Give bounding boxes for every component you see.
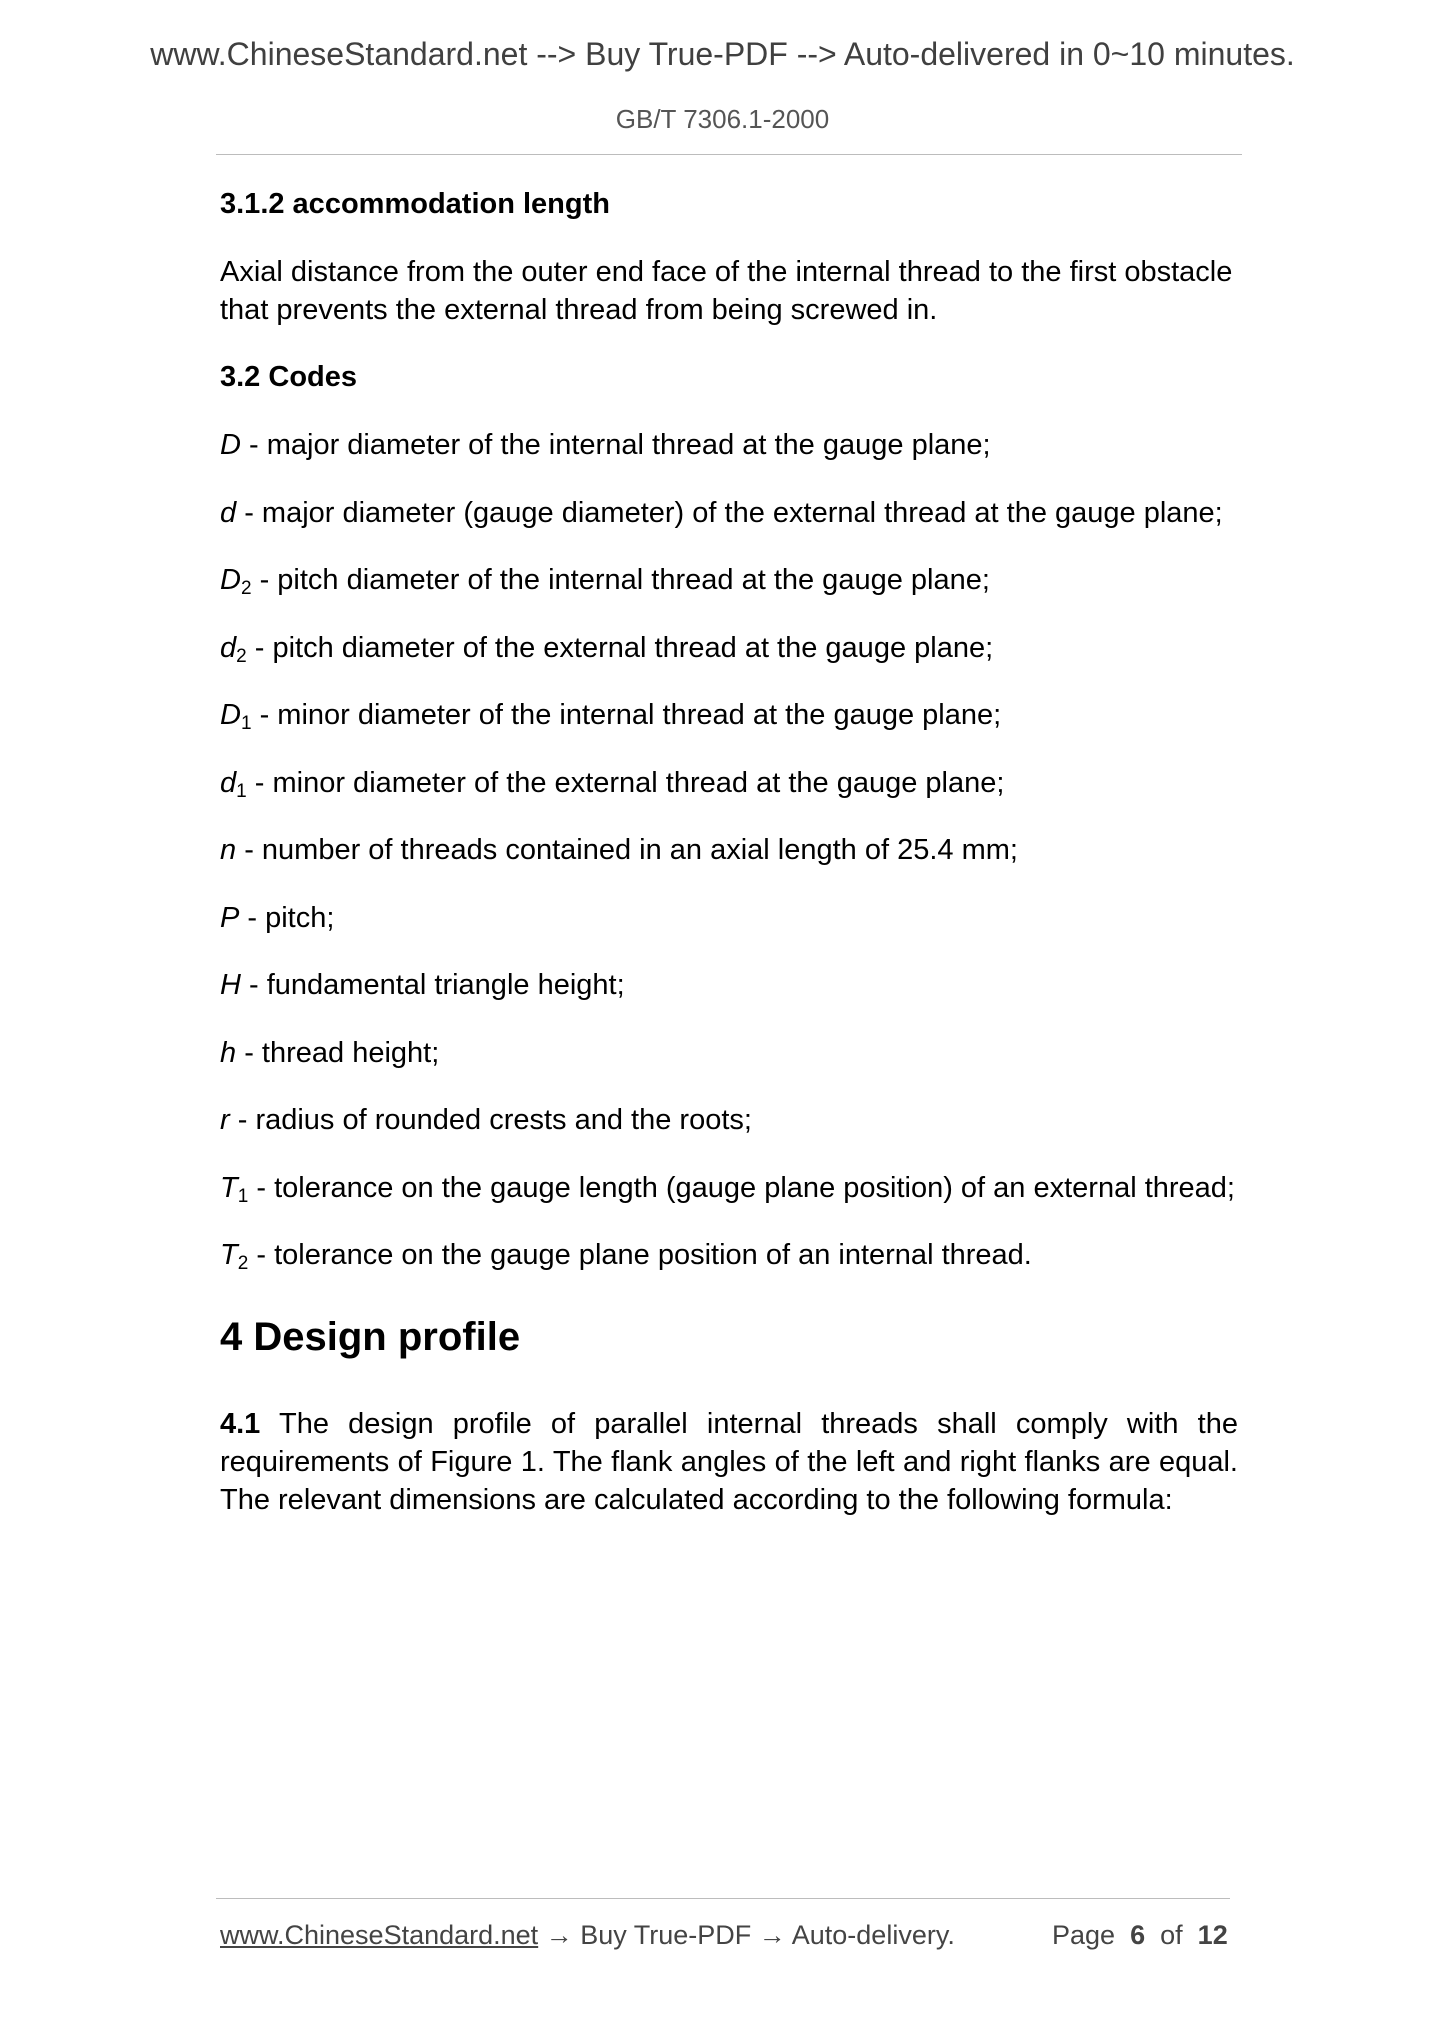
code-item bbox=[220, 902, 334, 935]
code-item bbox=[220, 1037, 439, 1070]
code-item bbox=[220, 699, 1001, 732]
code-description: - minor diameter of the internal thread at the gauge plane; bbox=[251, 699, 1002, 731]
footer-link[interactable]: www.ChineseStandard.net bbox=[220, 1920, 539, 1950]
code-description: - major diameter (gauge diameter) of the external thread at the gauge plane; bbox=[236, 497, 1223, 529]
code-symbol: P bbox=[220, 902, 240, 934]
footer-divider bbox=[216, 1898, 1230, 1899]
code-item bbox=[220, 767, 1004, 800]
code-item bbox=[220, 497, 1223, 530]
page-indicator bbox=[1052, 1920, 1228, 1951]
page-number: 6 bbox=[1130, 1920, 1146, 1950]
arrow-icon: → bbox=[545, 1920, 573, 1950]
code-subscript: 2 bbox=[236, 646, 247, 667]
clause-4-1 bbox=[220, 1405, 1238, 1519]
heading-4: 4 Design profile bbox=[220, 1315, 521, 1359]
document-number: GB/T 7306.1-2000 bbox=[615, 104, 830, 134]
code-item bbox=[220, 632, 993, 665]
code-description: - minor diameter of the external thread at the gauge plane; bbox=[246, 767, 1005, 799]
code-symbol: D bbox=[220, 699, 241, 731]
code-description: - number of threads contained in an axial length of 25.4 mm; bbox=[236, 834, 1018, 866]
code-description: - pitch diameter of the external thread at the gauge plane; bbox=[246, 632, 994, 664]
code-symbol: d bbox=[220, 767, 237, 799]
code-item bbox=[220, 969, 625, 1002]
code-symbol: n bbox=[220, 834, 237, 866]
code-subscript: 1 bbox=[240, 713, 252, 734]
code-symbol: D bbox=[220, 564, 241, 596]
code-symbol: T bbox=[220, 1172, 238, 1204]
heading-3-2: 3.2 Codes bbox=[220, 361, 357, 393]
code-symbol: r bbox=[220, 1104, 230, 1136]
code-subscript: 2 bbox=[240, 578, 252, 599]
code-item bbox=[220, 1239, 1032, 1272]
clause-text: The design profile of parallel internal threads shall comply with the requirements of Figure 1. The flank angles of the left and right flanks are equal. The relevant dimensions are calculated according to the following formula: bbox=[220, 1408, 1238, 1516]
code-description: - pitch diameter of the internal thread at the gauge plane; bbox=[251, 564, 990, 596]
code-description: - radius of rounded crests and the roots; bbox=[229, 1104, 752, 1136]
code-item bbox=[220, 429, 991, 462]
code-symbol: H bbox=[220, 969, 241, 1001]
code-description: - pitch; bbox=[239, 902, 335, 934]
code-item bbox=[220, 1104, 752, 1137]
code-subscript: 1 bbox=[237, 1186, 249, 1207]
footer-delivery-text: Auto-delivery. bbox=[785, 1920, 955, 1950]
code-item bbox=[220, 1172, 1235, 1205]
code-symbol: T bbox=[220, 1239, 238, 1271]
heading-3-1-2: 3.1.2 accommodation length bbox=[220, 188, 610, 220]
code-description: - thread height; bbox=[236, 1037, 440, 1069]
total-pages: 12 bbox=[1197, 1920, 1228, 1950]
code-description: - fundamental triangle height; bbox=[240, 969, 625, 1001]
code-symbol: h bbox=[220, 1037, 237, 1069]
code-subscript: 2 bbox=[237, 1253, 249, 1274]
page-label: Page bbox=[1052, 1920, 1116, 1950]
paragraph-accommodation-length: Axial distance from the outer end face of the internal thread to the first obstacle that prevents the external thread from being screwed in. bbox=[220, 256, 1233, 326]
code-item bbox=[220, 834, 1018, 867]
code-description: - tolerance on the gauge length (gauge plane position) of an external thread; bbox=[248, 1172, 1235, 1204]
code-description: - tolerance on the gauge plane position of an internal thread. bbox=[248, 1239, 1032, 1271]
footer-buy-text: Buy True-PDF bbox=[572, 1920, 759, 1950]
clause-number: 4.1 bbox=[220, 1408, 261, 1440]
footer-left bbox=[220, 1920, 955, 1951]
of-label: of bbox=[1160, 1920, 1183, 1950]
arrow-icon: → bbox=[758, 1920, 786, 1950]
header-divider bbox=[216, 154, 1242, 155]
code-item bbox=[220, 564, 990, 597]
top-banner: www.ChineseStandard.net --> Buy True-PDF --> Auto-delivered in 0~10 minutes. bbox=[150, 36, 1295, 72]
code-description: - major diameter of the internal thread at the gauge plane; bbox=[240, 429, 991, 461]
code-subscript: 1 bbox=[236, 781, 247, 802]
code-symbol: D bbox=[220, 429, 241, 461]
code-symbol: d bbox=[220, 632, 237, 664]
code-symbol: d bbox=[220, 497, 237, 529]
